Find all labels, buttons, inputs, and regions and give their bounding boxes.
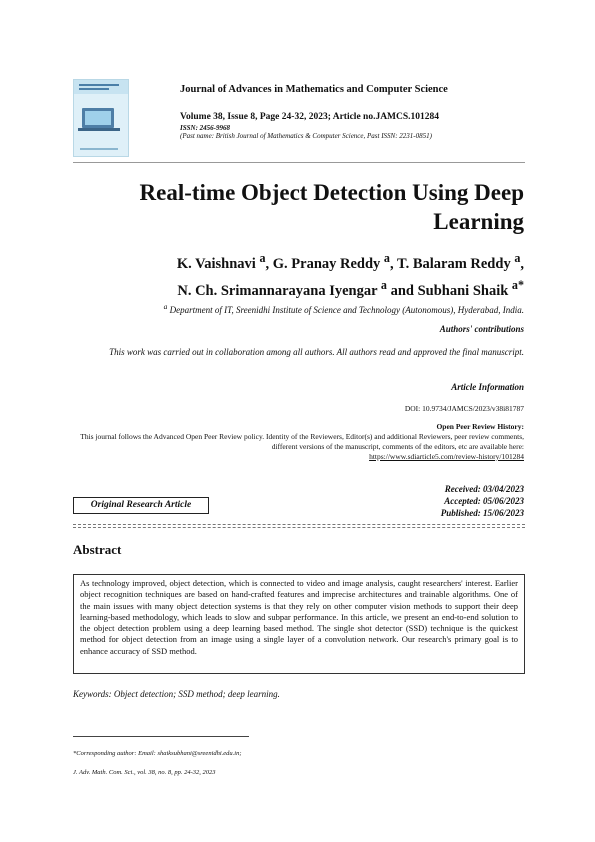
journal-cover-thumbnail <box>73 79 129 157</box>
peer-review-link[interactable]: https://www.sdiarticle5.com/review-history/101284 <box>369 452 524 461</box>
article-type-badge: Original Research Article <box>73 497 209 514</box>
journal-name: Journal of Advances in Mathematics and Computer Science <box>180 84 448 95</box>
section-divider <box>73 527 525 528</box>
author: T. Balaram Reddy $^a$, <box>396 251 524 272</box>
past-name: (Past name: British Journal of Mathematics & Computer Science, Past ISSN: 2231-0851) <box>180 132 432 140</box>
doi: DOI: 10.9734/JAMCS/2023/v38i81787 <box>404 404 524 413</box>
author-list <box>54 248 524 302</box>
volume-info: Volume 38, Issue 8, Page 24-32, 2023; Article no.JAMCS.101284 <box>180 112 440 122</box>
affiliation: $^a$ Department of IT, Sreenidhi Institute of Science and Technology (Autonomous), Hyderabad, India. <box>163 302 524 315</box>
contributions-text: This work was carried out in collaboration among all authors. All authors read and approved the final manuscript. <box>109 347 524 357</box>
issn: ISSN: 2456-9968 <box>180 124 230 132</box>
published-date: Published: 15/06/2023 <box>440 508 524 518</box>
author: Subhani Shaik $^{a*}$ <box>417 277 524 299</box>
corresponding-author: *Corresponding author: Email: shaiksubhani@sreenidhi.edu.in; <box>73 750 242 757</box>
section-divider <box>73 524 525 525</box>
article-info-heading: Article Information <box>451 382 524 392</box>
contributions-heading: Authors' contributions <box>439 324 524 334</box>
received-date: Received: 03/04/2023 <box>444 484 524 494</box>
author: K. Vaishnavi $^a$, <box>176 251 273 272</box>
header-divider <box>73 162 525 163</box>
abstract-heading: Abstract <box>73 542 122 557</box>
author: G. Pranay Reddy $^a$, <box>272 251 397 272</box>
citation: J. Adv. Math. Com. Sci., vol. 38, no. 8, pp. 24-32, 2023 <box>73 769 216 776</box>
article-title: Real-time Object Detection Using Deep Learning <box>139 180 524 234</box>
footnote-rule <box>73 736 249 737</box>
keywords: Keywords: Object detection; SSD method; deep learning. <box>73 689 280 699</box>
author: N. Ch. Srimannarayana Iyengar $^a$ and <box>177 277 418 299</box>
article-dates <box>441 483 524 519</box>
accepted-date: Accepted: 05/06/2023 <box>444 496 524 506</box>
peer-review-heading: Open Peer Review History: <box>436 422 524 431</box>
peer-review-text: This journal follows the Advanced Open Peer Review policy. Identity of the Reviewers, Editor(s) and additional Reviewers, peer review comments, different versions of the manuscript, comments of the editors, etc are available here: https://www.sdiarticle5.com/review-history/101284 <box>80 432 524 461</box>
abstract-text: As technology improved, object detection, which is connected to video and image analysis, caught researchers' interest. Earlier object recognition techniques are based on hand-crafted features and imprecise architectures and trainable algorithms. One of the main issues with many object detection systems is that they rely on other computer vision methods to support their deep learning-based methodology, which leads to slow and subpar performance. In this article, we present an end-to-end solution to the object detection problem using a deep learning based method. The single shot detector (SSD) technique is the quickest method for object detection from an image using a single layer of a convolution network. Our research's primary goal is to enhance accuracy of SSD method. <box>73 574 525 674</box>
